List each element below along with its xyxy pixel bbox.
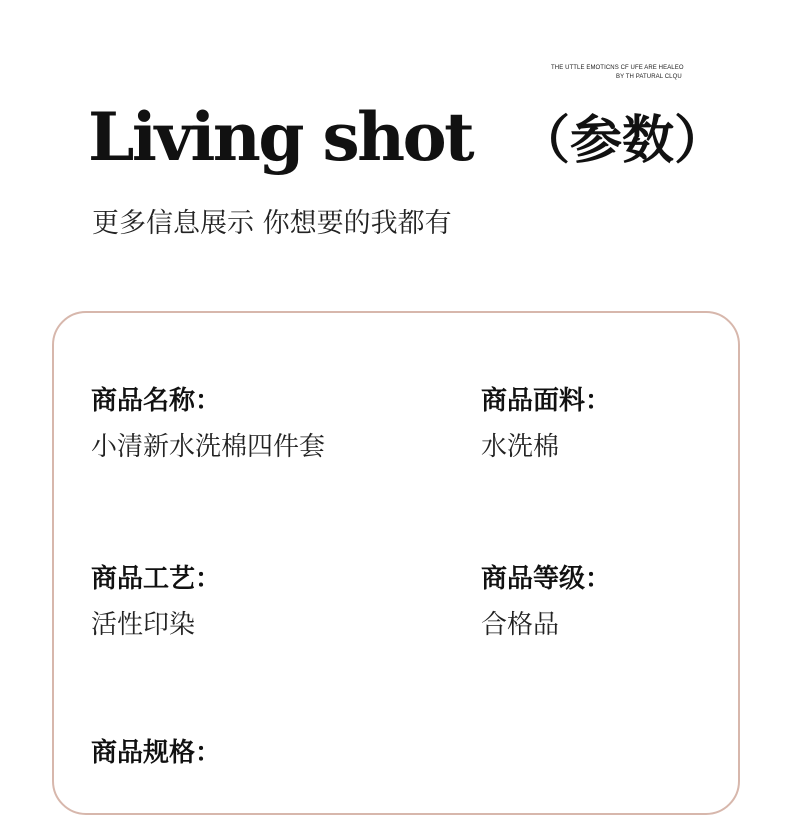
field-label: 商品等级： xyxy=(481,564,612,594)
field-craft xyxy=(91,562,221,642)
field-fabric xyxy=(481,384,611,464)
field-label: 商品工艺： xyxy=(91,564,222,594)
field-label: 商品名称： xyxy=(91,386,222,416)
page-title: Living shot xyxy=(88,98,473,176)
subtitle: 更多信息展示 你想要的我都有 xyxy=(92,208,452,239)
field-label: 商品规格： xyxy=(91,738,222,768)
field-value: 小清新水洗棉四件套 xyxy=(91,432,326,462)
english-tagline xyxy=(551,64,731,82)
field-grade xyxy=(481,562,611,642)
field-product-name xyxy=(91,384,325,464)
field-value: 活性印染 xyxy=(91,610,196,640)
tagline-line-1: THE UTTLE EMOTICNS CF UFE ARE HEALEO xyxy=(551,65,684,71)
parameters-heading: （参数） xyxy=(518,111,727,171)
field-value: 水洗棉 xyxy=(481,432,560,462)
field-value: 合格品 xyxy=(481,610,560,640)
field-spec xyxy=(91,736,221,782)
tagline-line-2: BY TH PATURAL CLQU xyxy=(616,74,682,80)
field-label: 商品面料： xyxy=(481,386,612,416)
